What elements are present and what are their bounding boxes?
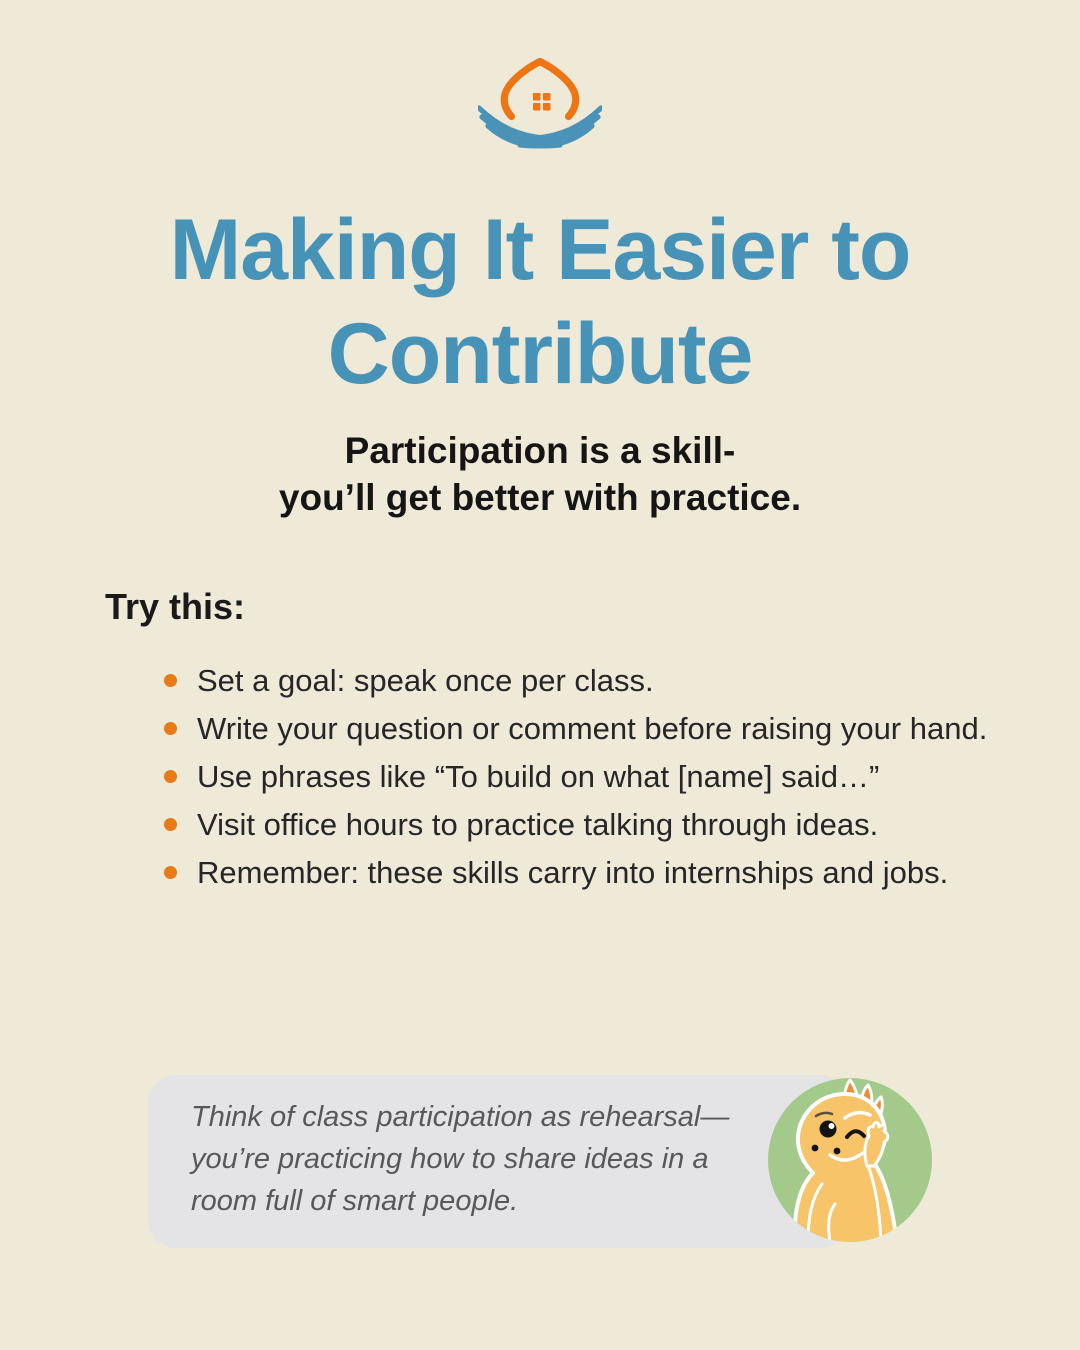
list-item-text: Remember: these skills carry into internships and jobs. [197,855,949,890]
brand-logo [478,56,602,150]
bullet-list [150,657,1012,897]
list-item-text: Set a goal: speak once per class. [197,663,654,698]
cheek-dot-right [834,1148,841,1155]
subtitle [0,427,1080,521]
eye-highlight [829,1123,835,1129]
cheek-dot-left [812,1145,819,1152]
section-heading: Try this: [105,586,246,627]
bullet-dot-icon [164,818,177,831]
window-icon [533,93,551,111]
list-item [150,705,1012,753]
list-item-text: Write your question or comment before raising your hand. [197,711,988,746]
list-item-text: Visit office hours to practice talking through ideas. [197,807,879,842]
bullet-dot-icon [164,770,177,783]
tip-text: Think of class participation as rehearsal—you’re practicing how to share ideas in a room full of smart people. [191,1101,730,1217]
bullet-dot-icon [164,674,177,687]
open-eye [820,1121,837,1138]
list-item [150,849,1012,897]
list-item [150,657,1012,705]
subtitle-line-2: you’ll get better with practice. [278,477,802,518]
title-line-2: Contribute [327,306,753,402]
list-item [150,753,1012,801]
page-title [0,198,1080,406]
tip-callout [148,1075,848,1248]
title-line-1: Making It Easier to [169,202,911,298]
bullet-dot-icon [164,866,177,879]
bullet-dot-icon [164,722,177,735]
list-item [150,801,1012,849]
winking-dino-mascot [766,1076,934,1244]
subtitle-line-1: Participation is a skill- [344,430,736,471]
list-item-text: Use phrases like “To build on what [name] said…” [197,759,880,794]
nest-swoosh-icon [479,108,601,146]
